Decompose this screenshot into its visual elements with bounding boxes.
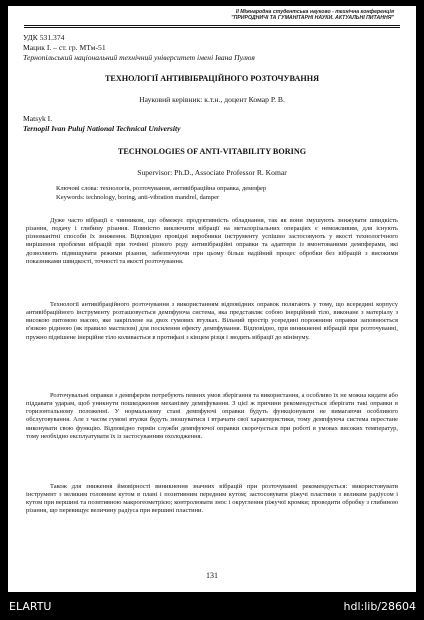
conference-header-line1: ІІ Міжнародна студентська науково - технічна конференція [235, 9, 394, 15]
paragraph-4: Також для зниження ймовірності виникнення значних вібрацій при розточуванні рекомендується: використовувати інструмент з великим головним кутом в плані і позитивним передним кутом; застосовувати ріжучі пластини з великим радіусом і кутом при вершині та позитивною макрогеометрією; контролювати знос і округлення ріжучої кромки; проводити обробку з глибиною різання, що перевищує величину радіуса при вершині пластини. [26, 483, 398, 515]
university-en: Ternopil Ivan Puluj National Technical University [23, 124, 181, 133]
keywords-en: Keywords: technology, boring, anti-vibration mandrel, damper [56, 194, 220, 201]
title-uk: ТЕХНОЛОГІЇ АНТИВІБРАЦІЙНОГО РОЗТОЧУВАННЯ [104, 74, 320, 83]
supervisor-en: Supervisor: Ph.D., Associate Professor R. Komar [137, 168, 287, 177]
author-group: Мацик І. – ст. гр. МТм-51 [23, 43, 106, 52]
repository-footer [0, 596, 424, 620]
conference-header-line2: "ПРИРОДНИЧІ ТА ГУМАНІТАРНІ НАУКИ. АКТУАЛЬНІ ПИТАННЯ" [231, 15, 394, 22]
document-page [8, 6, 416, 592]
conference-header [74, 9, 394, 22]
keywords-uk: Ключові слова: технологія, розточування, антивібраційна оправка, демпфер [56, 185, 267, 192]
header-rule [24, 25, 400, 28]
footer-handle: hdl:lib/28604 [343, 600, 416, 613]
paragraph-2: Технології антивібраційного розточування з використанням відповідних оправок полягають у тому, що всередині корпусу антивібраційного інструменту розташовується демпфуюча система, яка представляє собою інерційний тіло, виконане з матеріалу з високою питомою масою, яке закріплене на двох гумових втулках. Вільний простір усередині порожнини оправки заповнюється в'язкою рідиною (як правило мастилом) для посилення ефекту демпфування. Відповідно, при виникненні вібрацій при розточуванні, пружно підвішене інерційне тіло коливається в протифазі з кінцем різця і зводить вібрації до мінімуму. [26, 301, 398, 341]
university-uk: Тернопільський національний технічний університет імені Івана Пулюя [23, 53, 255, 62]
paragraph-3: Розточувальні оправки з демпфером потребують певних умов зберігання та використання, а особливо їх не можна кидати або піддавати ударам, щоб уникнути пошкодження механізму демпфування. З цієї ж причини рекомендується зберігати такі оправки в горизонтальному положенні. У нормальному стані демпфуючі оправки будуть функціонувати не вимагаючи особливого обслуговування. Але з часом гумові втулки будуть зношуватися і втрачати свої характеристики, тому демпфуюча система перестане виконувати свою функцію. Відповідно термін служби демпфуючої оправки скорочується при роботі в умовах високих температур, тому необхідно експлуатувати їх із застосуванням охолодження. [26, 392, 398, 440]
page-number: 131 [206, 571, 218, 580]
footer-repository-name: ELARTU [9, 600, 52, 613]
supervisor-uk: Науковий керівник: к.т.н., доцент Комар Р. В. [139, 95, 285, 104]
author-en: Matsyk I. [23, 114, 53, 123]
paragraph-1: Дуже часто вібрації є чинником, що обмежує продуктивність обладнання, так як вони змушують знижувати швидкість різання, подачу і глибину різання. Повністю виключити вібрації на металорізальних операціях є неможливим, для існують різноманітні способи їх зниження. Відповідно провідні виробники інструменту успішно застосовують у якості технологічного вирішення проблеми вібрацій при точінні різного роду антивібраційні оправки та адаптери із вмонтованими демпферами, які дозволяють підвищувати режими різання, забезпечуючи при цьому більш надійний процес обробки без вібрацій з високими показниками швидкості, точності та якості розточування. [26, 217, 398, 265]
title-en: TECHNOLOGIES OF ANTI-VITABILITY BORING [117, 147, 307, 156]
udc-code: УДК 531.374 [23, 33, 65, 42]
